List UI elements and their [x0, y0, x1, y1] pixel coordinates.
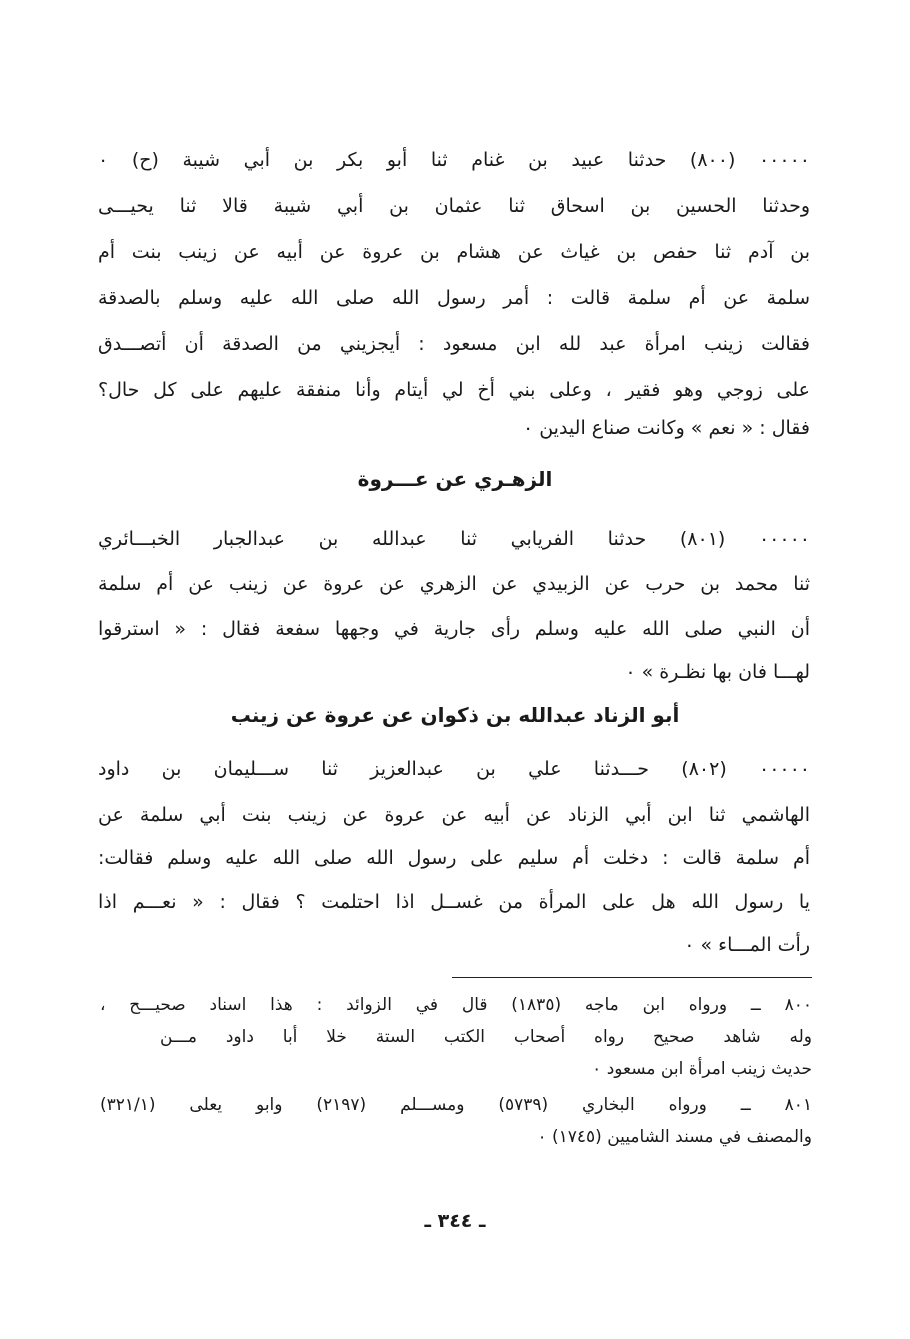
- text-line: لهـــا فان بها نظـرة » ٠: [625, 661, 810, 683]
- footnote-line: وله شاهد صحيح رواه أصحاب الكتب الستة خلا أبا داود مـــن: [160, 1027, 812, 1047]
- footnote-line: ٨٠١ ــ ورواه البخاري (٥٧٣٩) ومســـلم (٢١٩٧) وابو يعلى (٣٢١/١): [100, 1095, 812, 1115]
- text-line: رأت المـــاء » ٠: [684, 934, 810, 956]
- text-line: بن آدم ثنا حفص بن غياث عن هشام بن عروة عن أبيه عن زينب بنت أم: [98, 241, 810, 263]
- footnote-line: حديث زينب امرأة ابن مسعود ٠: [592, 1059, 812, 1079]
- page-number: ـ ٣٤٤ ـ: [424, 1210, 486, 1232]
- footnote-divider: [452, 977, 812, 978]
- text-line: سلمة عن أم سلمة قالت : أمر رسول الله صلى الله عليه وسلم بالصدقة: [98, 287, 810, 309]
- footnote-line: ٨٠٠ ــ ورواه ابن ماجه (١٨٣٥) قال في الزوائد : هذا اسناد صحيـــح ،: [100, 995, 812, 1015]
- text-line: ثنا محمد بن حرب عن الزبيدي عن الزهري عن عروة عن زينب عن أم سلمة: [98, 573, 810, 595]
- text-line: ٠٠٠٠٠ (٨٠٢) حـــدثنا علي بن عبدالعزيز ثنا ســـليمان بن داود: [98, 758, 810, 780]
- text-line: فقالت زينب امرأة عبد لله ابن مسعود : أيجزيني من الصدقة أن أتصـــدق: [98, 333, 810, 355]
- text-line: أم سلمة قالت : دخلت أم سليم على رسول الله صلى الله عليه وسلم فقالت:: [98, 847, 810, 869]
- footnote-line: والمصنف في مسند الشاميين (١٧٤٥) ٠: [537, 1127, 812, 1147]
- text-line: يا رسول الله هل على المرأة من غســل اذا احتلمت ؟ فقال : « نعـــم اذا: [98, 891, 810, 913]
- text-line: على زوجي وهو فقير ، وعلى بني أخ لي أيتام وأنا منفقة عليهم على كل حال؟: [98, 379, 810, 401]
- text-line: الهاشمي ثنا ابن أبي الزناد عن أبيه عن عروة عن زينب بنت أبي سلمة عن: [98, 804, 810, 826]
- section-heading: الزهـري عن عـــروة: [357, 467, 553, 491]
- text-line: ٠٠٠٠٠ (٨٠٠) حدثنا عبيد بن غنام ثنا أبو بكر بن أبي شيبة (ح) ٠: [98, 149, 810, 171]
- text-line: فقال : « نعم » وكانت صناع اليدين ٠: [522, 417, 810, 439]
- text-line: ٠٠٠٠٠ (٨٠١) حدثنا الفريابي ثنا عبدالله بن عبدالجبار الخبـــائري: [98, 528, 810, 550]
- text-line: أن النبي صلى الله عليه وسلم رأى جارية في وجهها سفعة فقال : « استرقوا: [98, 618, 810, 640]
- section-heading: أبو الزناد عبدالله بن ذكوان عن عروة عن زينب: [230, 703, 680, 727]
- text-line: وحدثنا الحسين بن اسحاق ثنا عثمان بن أبي شيبة قالا ثنا يحيـــى: [98, 195, 810, 217]
